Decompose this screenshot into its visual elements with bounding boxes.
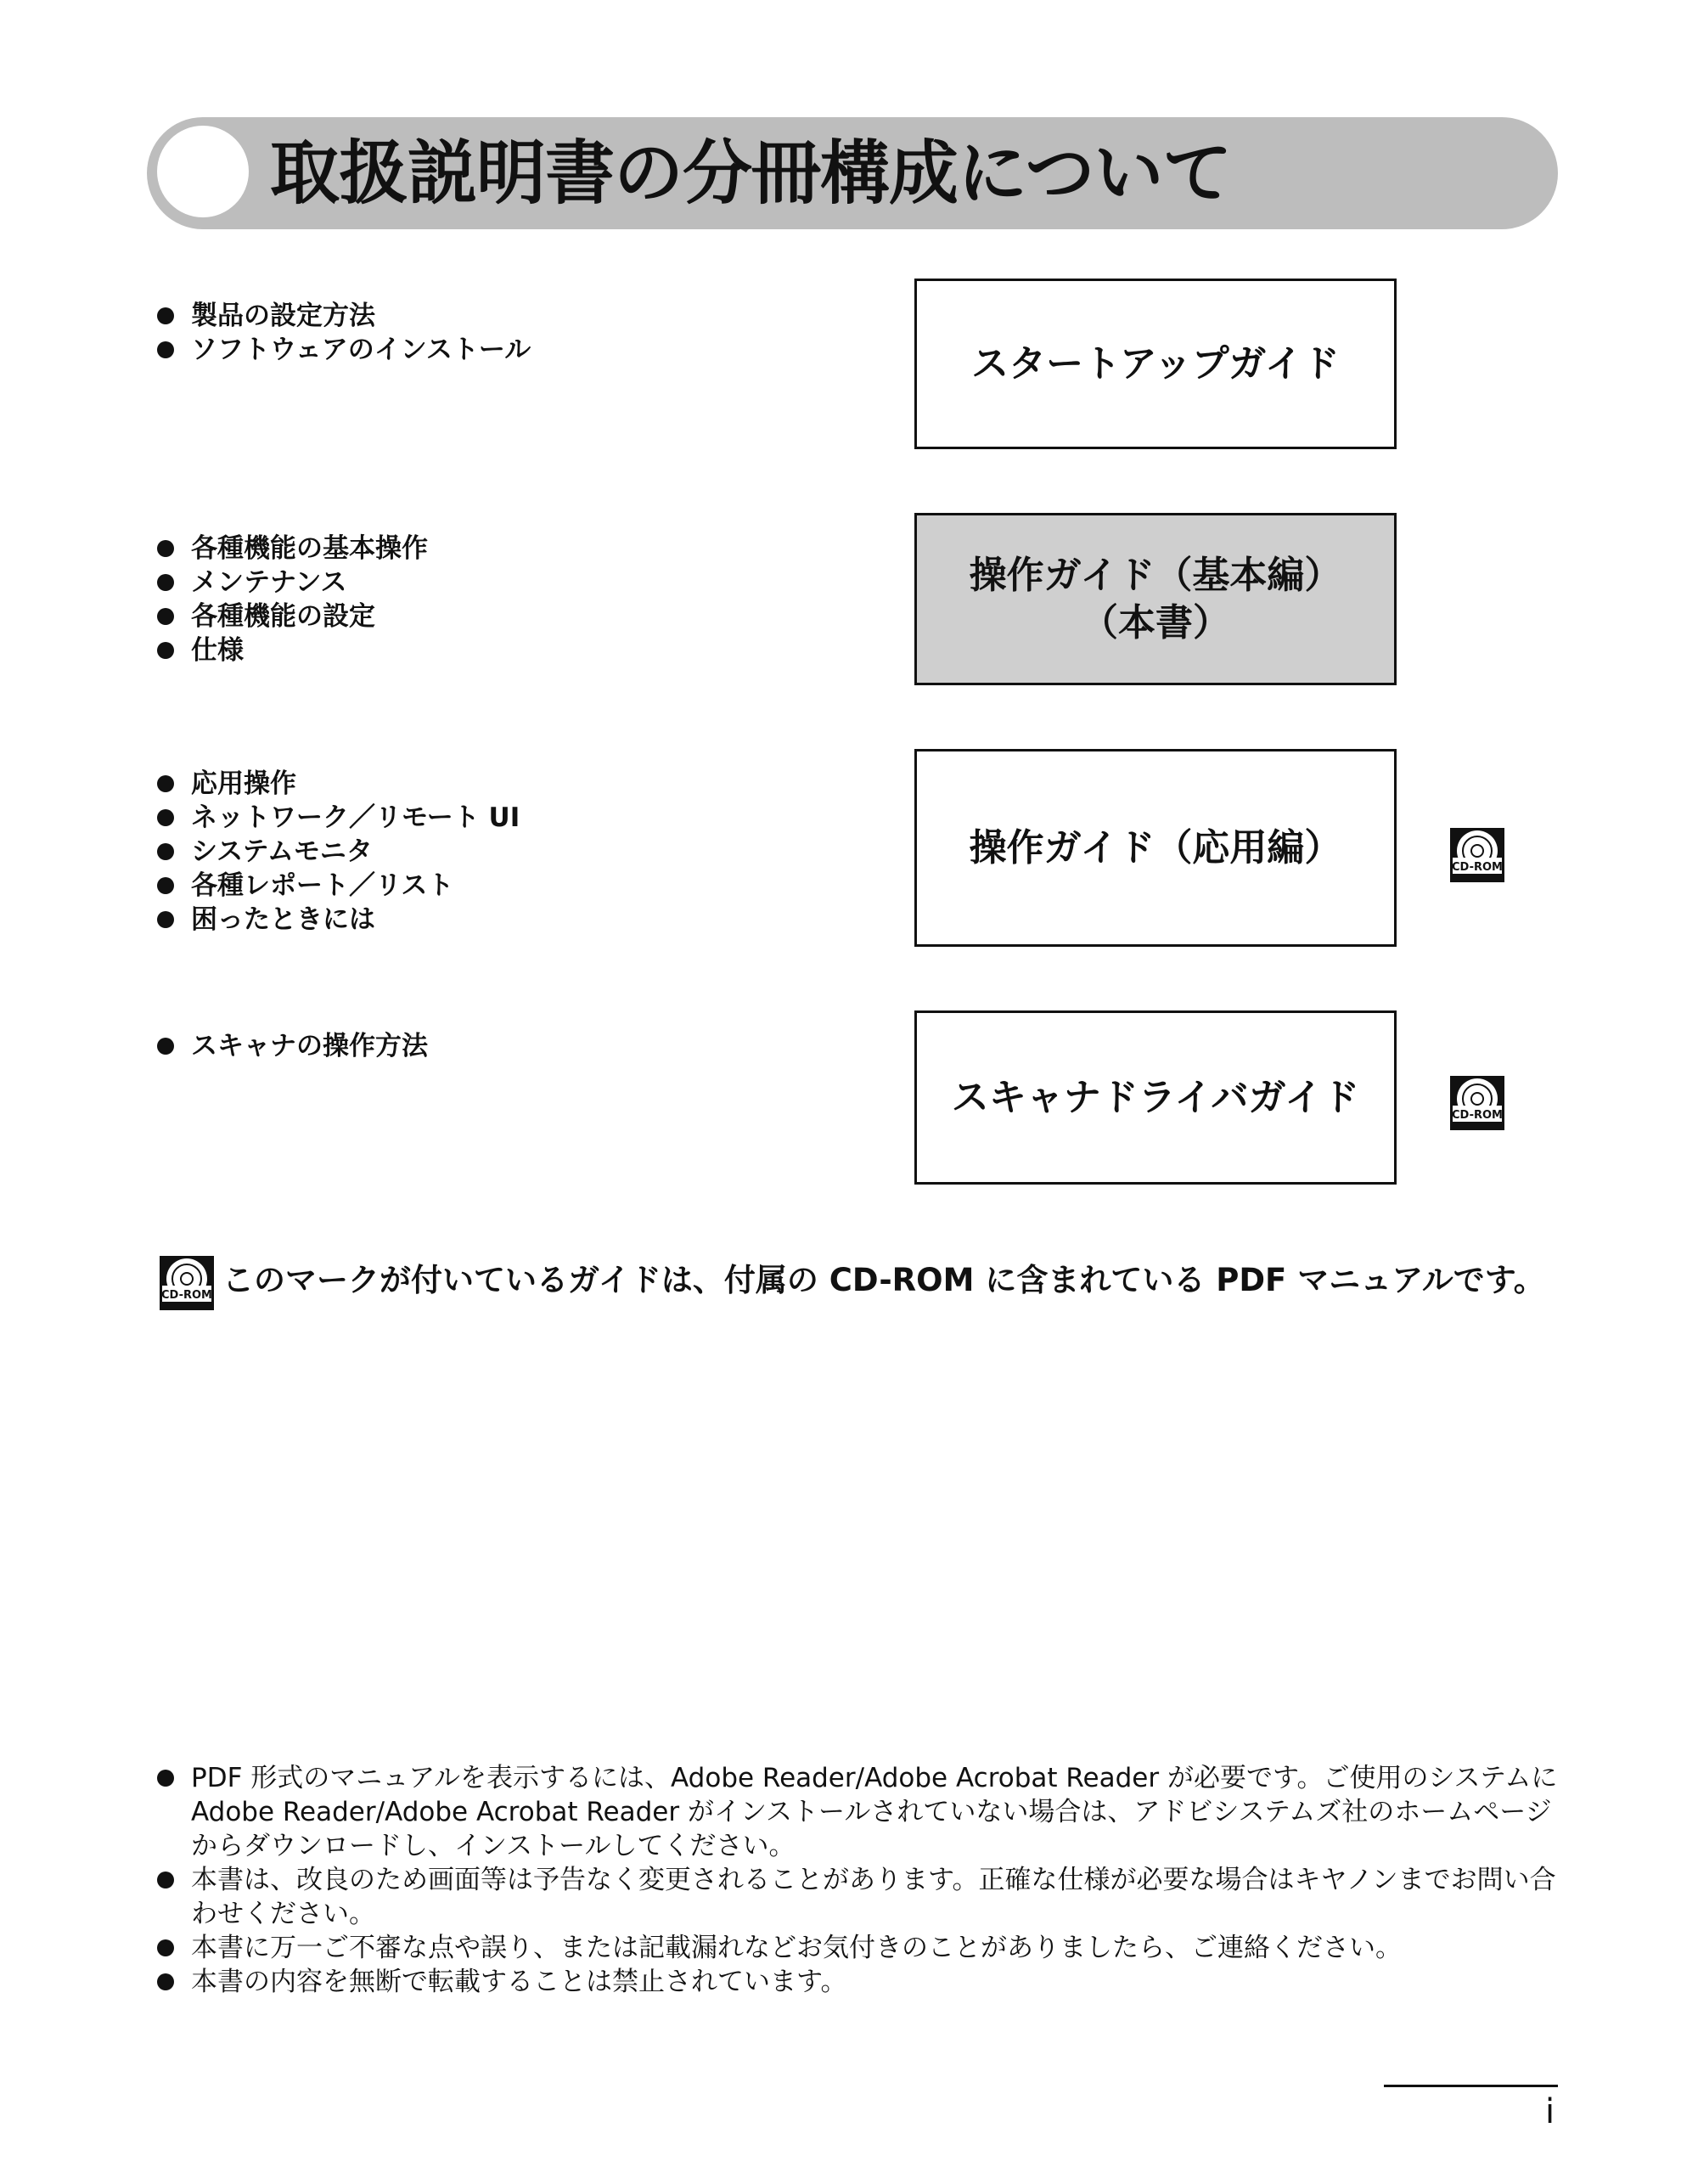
note-item: 本書に万一ご不審な点や誤り、または記載漏れなどお気付きのことがありましたら、ご連絡ください。 <box>157 1931 1558 1965</box>
list-item: 製品の設定方法 <box>157 299 531 333</box>
guide-topics-list <box>157 767 520 937</box>
list-item: ネットワーク／リモート UI <box>157 801 520 835</box>
advanced-operation-guide-box <box>914 749 1397 947</box>
cdrom-legend-text: このマークが付いているガイドは、付属の CD-ROM に含まれている PDF マニュアルです。 <box>222 1262 1545 1298</box>
scanner-driver-guide-box <box>914 1010 1397 1185</box>
list-item: ソフトウェアのインストール <box>157 333 531 367</box>
startup-guide-box <box>914 279 1397 449</box>
note-item: 本書の内容を無断で転載することは禁止されています。 <box>157 1965 1558 1999</box>
guide-title: スタートアップガイド <box>971 341 1340 386</box>
list-item: 困ったときには <box>157 903 520 937</box>
cdrom-legend-icon <box>160 1256 214 1310</box>
cdrom-icon <box>1450 828 1504 882</box>
list-item: メンテナンス <box>157 566 428 599</box>
list-item: 各種レポート／リスト <box>157 869 520 903</box>
list-item: スキャナの操作方法 <box>157 1029 428 1063</box>
svg-text:CD-ROM: CD-ROM <box>1452 1109 1503 1122</box>
note-item: PDF 形式のマニュアルを表示するには、Adobe Reader/Adobe Acrobat Reader が必要です。ご使用のシステムに Adobe Reader/Adobe Acrobat Reader がインストールされていない場合は、アドビシステムズ社のホームページからダウンロードし、インストールしてください。 <box>157 1761 1558 1863</box>
guide-subtitle: （本書） <box>1081 600 1230 645</box>
guide-title: スキャナドライバガイド <box>951 1075 1360 1119</box>
title-circle-decoration <box>157 126 249 217</box>
guide-topics-list <box>157 299 531 367</box>
list-item: 仕様 <box>157 633 428 667</box>
guide-title: 操作ガイド（基本編） <box>969 553 1342 597</box>
svg-text:CD-ROM: CD-ROM <box>1452 861 1503 874</box>
page-number: i <box>1545 2092 1555 2131</box>
notes-list <box>157 1761 1558 1999</box>
note-item: 本書は、改良のため画面等は予告なく変更されることがあります。正確な仕様が必要な場合はキヤノンまでお問い合わせください。 <box>157 1863 1558 1931</box>
guide-topics-list <box>157 532 428 667</box>
footer-rule <box>1384 2085 1558 2087</box>
page-title: 取扱説明書の分冊構成について <box>270 133 1232 214</box>
list-item: システムモニタ <box>157 835 520 869</box>
basic-operation-guide-box <box>914 513 1397 685</box>
list-item: 各種機能の設定 <box>157 599 428 633</box>
list-item: 各種機能の基本操作 <box>157 532 428 566</box>
list-item: 応用操作 <box>157 767 520 801</box>
svg-text:CD-ROM: CD-ROM <box>161 1289 212 1302</box>
cdrom-icon <box>1450 1076 1504 1130</box>
guide-topics-list <box>157 1029 428 1063</box>
guide-title: 操作ガイド（応用編） <box>969 825 1342 870</box>
